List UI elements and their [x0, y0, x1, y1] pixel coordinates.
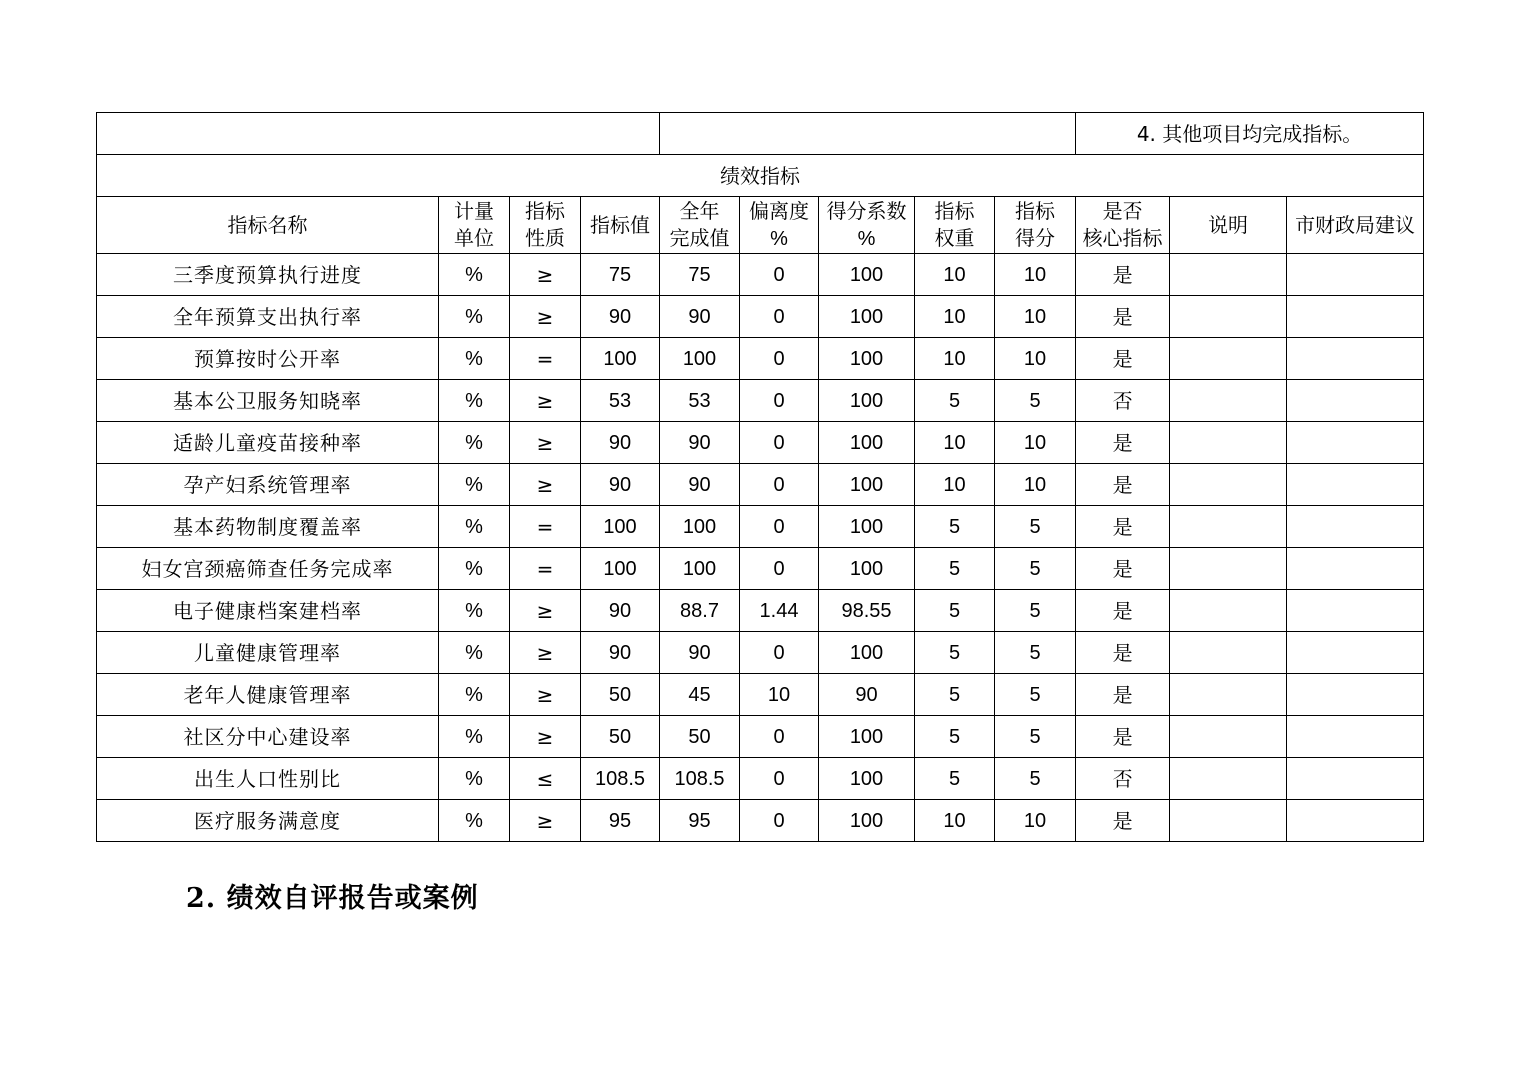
cell-coef: 100	[819, 800, 915, 842]
table-row	[97, 548, 1424, 590]
cell-weight: 10	[915, 800, 995, 842]
table-row	[97, 590, 1424, 632]
cell-name: 适龄儿童疫苗接种率	[97, 422, 439, 464]
cell-coef: 100	[819, 632, 915, 674]
cell-weight: 5	[915, 506, 995, 548]
header-is-core	[1076, 197, 1170, 254]
cell-name: 妇女宫颈癌筛查任务完成率	[97, 548, 439, 590]
cell-target: 100	[581, 548, 660, 590]
header-text: 全年	[679, 199, 720, 223]
cell-unit: %	[439, 590, 510, 632]
header-description	[1170, 197, 1287, 254]
cell-deviation: 0	[740, 758, 819, 800]
cell-score: 5	[995, 674, 1076, 716]
table-title: 绩效指标	[97, 155, 1424, 197]
cell-nature: =	[510, 338, 581, 380]
cell-nature: ≥	[510, 464, 581, 506]
table-row	[97, 758, 1424, 800]
cell-note	[1170, 716, 1287, 758]
cell-score: 10	[995, 254, 1076, 296]
cell-note	[1170, 338, 1287, 380]
cell-weight: 5	[915, 548, 995, 590]
cell-core: 是	[1076, 674, 1170, 716]
cell-weight: 10	[915, 254, 995, 296]
header-deviation	[740, 197, 819, 254]
cell-score: 10	[995, 422, 1076, 464]
cell-nature: ≥	[510, 296, 581, 338]
cell-actual: 100	[660, 338, 740, 380]
cell-actual: 100	[660, 548, 740, 590]
cell-score: 10	[995, 464, 1076, 506]
cell-score: 5	[995, 590, 1076, 632]
cell-weight: 10	[915, 464, 995, 506]
header-text: 性质	[525, 226, 565, 250]
cell-note	[1170, 632, 1287, 674]
cell-coef: 100	[819, 758, 915, 800]
cell-actual: 90	[660, 296, 740, 338]
cell-weight: 5	[915, 380, 995, 422]
cell-core: 是	[1076, 296, 1170, 338]
cell-target: 95	[581, 800, 660, 842]
cell-deviation: 0	[740, 548, 819, 590]
header-text: 市财政局建议	[1295, 212, 1416, 237]
cell-core: 是	[1076, 632, 1170, 674]
header-indicator-name	[97, 197, 439, 254]
cell-target: 53	[581, 380, 660, 422]
cell-deviation: 0	[740, 254, 819, 296]
cell-unit: %	[439, 758, 510, 800]
cell-suggestion	[1287, 716, 1424, 758]
cell-target: 90	[581, 632, 660, 674]
cell-target: 108.5	[581, 758, 660, 800]
cell-unit: %	[439, 422, 510, 464]
table-row	[97, 716, 1424, 758]
cell-coef: 100	[819, 548, 915, 590]
cell-nature: ≥	[510, 674, 581, 716]
cell-actual: 95	[660, 800, 740, 842]
cell-coef: 98.55	[819, 590, 915, 632]
cell-core: 是	[1076, 254, 1170, 296]
header-text: 得分	[1015, 226, 1056, 250]
cell-score: 5	[995, 716, 1076, 758]
cell-unit: %	[439, 800, 510, 842]
cell-note	[1170, 758, 1287, 800]
header-text: 完成值	[669, 226, 730, 250]
cell-note	[1170, 296, 1287, 338]
cell-unit: %	[439, 506, 510, 548]
cell-name: 基本公卫服务知晓率	[97, 380, 439, 422]
cell-note	[1170, 800, 1287, 842]
cell-target: 90	[581, 296, 660, 338]
header-text: 指标名称	[227, 212, 308, 237]
cell-core: 是	[1076, 338, 1170, 380]
cell-target: 90	[581, 590, 660, 632]
header-unit	[439, 197, 510, 254]
cell-core: 是	[1076, 506, 1170, 548]
cell-score: 5	[995, 548, 1076, 590]
header-annual-actual	[660, 197, 740, 254]
table-row	[97, 632, 1424, 674]
cell-unit: %	[439, 716, 510, 758]
cell-deviation: 0	[740, 464, 819, 506]
section-heading: 2. 绩效自评报告或案例	[186, 883, 479, 914]
cell-nature: ≥	[510, 800, 581, 842]
cell-deviation: 0	[740, 800, 819, 842]
summary-note: 4. 其他项目均完成指标。	[1076, 113, 1424, 155]
cell-weight: 5	[915, 632, 995, 674]
cell-coef: 90	[819, 674, 915, 716]
cell-note	[1170, 674, 1287, 716]
header-text: 指标	[1015, 199, 1056, 223]
header-text: 权重	[934, 226, 975, 250]
cell-name: 出生人口性别比	[97, 758, 439, 800]
cell-unit: %	[439, 674, 510, 716]
cell-core: 是	[1076, 548, 1170, 590]
table-row	[97, 338, 1424, 380]
cell-deviation: 0	[740, 716, 819, 758]
table-title-row	[97, 155, 1424, 197]
header-text: %	[770, 227, 788, 250]
header-text: 得分系数	[826, 198, 907, 223]
cell-weight: 5	[915, 716, 995, 758]
cell-core: 是	[1076, 716, 1170, 758]
table-row	[97, 422, 1424, 464]
header-score-coefficient	[819, 197, 915, 254]
cell-nature: ≥	[510, 632, 581, 674]
cell-target: 90	[581, 464, 660, 506]
cell-core: 是	[1076, 590, 1170, 632]
cell-score: 5	[995, 632, 1076, 674]
cell-coef: 100	[819, 422, 915, 464]
cell-actual: 108.5	[660, 758, 740, 800]
cell-deviation: 0	[740, 506, 819, 548]
cell-core: 是	[1076, 422, 1170, 464]
cell-actual: 90	[660, 422, 740, 464]
table-row	[97, 380, 1424, 422]
cell-nature: ≥	[510, 422, 581, 464]
cell-coef: 100	[819, 296, 915, 338]
cell-unit: %	[439, 254, 510, 296]
cell-note	[1170, 590, 1287, 632]
header-target-value	[581, 197, 660, 254]
header-text: 单位	[454, 226, 494, 250]
header-finance-bureau-suggestion	[1287, 197, 1424, 254]
cell-name: 社区分中心建设率	[97, 716, 439, 758]
table-row	[97, 800, 1424, 842]
cell-unit: %	[439, 338, 510, 380]
cell-weight: 10	[915, 296, 995, 338]
cell-suggestion	[1287, 422, 1424, 464]
cell-score: 10	[995, 800, 1076, 842]
cell-core: 是	[1076, 464, 1170, 506]
cell-deviation: 0	[740, 296, 819, 338]
summary-row	[97, 113, 1424, 155]
cell-actual: 90	[660, 632, 740, 674]
cell-note	[1170, 548, 1287, 590]
cell-target: 75	[581, 254, 660, 296]
cell-score: 10	[995, 296, 1076, 338]
cell-suggestion	[1287, 338, 1424, 380]
cell-nature: ≤	[510, 758, 581, 800]
cell-suggestion	[1287, 758, 1424, 800]
cell-actual: 45	[660, 674, 740, 716]
cell-nature: ≥	[510, 716, 581, 758]
cell-suggestion	[1287, 548, 1424, 590]
header-text: %	[857, 227, 876, 250]
cell-suggestion	[1287, 506, 1424, 548]
cell-deviation: 0	[740, 338, 819, 380]
cell-nature: ≥	[510, 590, 581, 632]
cell-core: 否	[1076, 380, 1170, 422]
cell-name: 电子健康档案建档率	[97, 590, 439, 632]
cell-unit: %	[439, 632, 510, 674]
cell-suggestion	[1287, 380, 1424, 422]
cell-core: 否	[1076, 758, 1170, 800]
cell-suggestion	[1287, 254, 1424, 296]
cell-actual: 90	[660, 464, 740, 506]
cell-coef: 100	[819, 506, 915, 548]
cell-nature: =	[510, 548, 581, 590]
cell-deviation: 0	[740, 380, 819, 422]
cell-name: 孕产妇系统管理率	[97, 464, 439, 506]
cell-target: 90	[581, 422, 660, 464]
header-score	[995, 197, 1076, 254]
summary-cell-1	[97, 113, 660, 155]
cell-core: 是	[1076, 800, 1170, 842]
cell-weight: 10	[915, 338, 995, 380]
cell-actual: 88.7	[660, 590, 740, 632]
cell-name: 全年预算支出执行率	[97, 296, 439, 338]
cell-target: 100	[581, 506, 660, 548]
cell-weight: 10	[915, 422, 995, 464]
cell-weight: 5	[915, 674, 995, 716]
table-row	[97, 296, 1424, 338]
performance-indicator-table	[96, 112, 1424, 842]
cell-actual: 53	[660, 380, 740, 422]
table-row	[97, 254, 1424, 296]
cell-score: 5	[995, 506, 1076, 548]
cell-nature: ≥	[510, 254, 581, 296]
cell-nature: =	[510, 506, 581, 548]
header-text: 计量	[454, 199, 494, 223]
cell-target: 50	[581, 716, 660, 758]
cell-unit: %	[439, 464, 510, 506]
header-nature	[510, 197, 581, 254]
cell-coef: 100	[819, 716, 915, 758]
table-row	[97, 464, 1424, 506]
cell-coef: 100	[819, 338, 915, 380]
cell-name: 老年人健康管理率	[97, 674, 439, 716]
header-text: 是否	[1102, 199, 1143, 223]
cell-coef: 100	[819, 254, 915, 296]
cell-name: 预算按时公开率	[97, 338, 439, 380]
cell-unit: %	[439, 380, 510, 422]
cell-target: 50	[581, 674, 660, 716]
cell-suggestion	[1287, 296, 1424, 338]
table-row	[97, 674, 1424, 716]
cell-score: 5	[995, 758, 1076, 800]
cell-nature: ≥	[510, 380, 581, 422]
cell-target: 100	[581, 338, 660, 380]
cell-name: 儿童健康管理率	[97, 632, 439, 674]
cell-deviation: 1.44	[740, 590, 819, 632]
cell-score: 5	[995, 380, 1076, 422]
header-text: 指标	[525, 199, 565, 223]
cell-unit: %	[439, 296, 510, 338]
cell-deviation: 10	[740, 674, 819, 716]
cell-note	[1170, 506, 1287, 548]
cell-name: 医疗服务满意度	[97, 800, 439, 842]
cell-suggestion	[1287, 632, 1424, 674]
cell-name: 基本药物制度覆盖率	[97, 506, 439, 548]
cell-coef: 100	[819, 464, 915, 506]
cell-coef: 100	[819, 380, 915, 422]
header-text: 说明	[1208, 212, 1249, 237]
header-text: 核心指标	[1082, 226, 1163, 250]
table-row	[97, 506, 1424, 548]
cell-note	[1170, 422, 1287, 464]
cell-note	[1170, 464, 1287, 506]
cell-deviation: 0	[740, 632, 819, 674]
cell-name: 三季度预算执行进度	[97, 254, 439, 296]
header-text: 指标	[934, 199, 975, 223]
header-row	[97, 197, 1424, 254]
cell-weight: 5	[915, 758, 995, 800]
cell-deviation: 0	[740, 422, 819, 464]
cell-score: 10	[995, 338, 1076, 380]
cell-suggestion	[1287, 464, 1424, 506]
cell-note	[1170, 380, 1287, 422]
cell-unit: %	[439, 548, 510, 590]
cell-suggestion	[1287, 800, 1424, 842]
header-text: 指标值	[590, 212, 650, 237]
cell-actual: 75	[660, 254, 740, 296]
summary-cell-2	[660, 113, 1076, 155]
cell-actual: 50	[660, 716, 740, 758]
cell-note	[1170, 254, 1287, 296]
cell-actual: 100	[660, 506, 740, 548]
header-weight	[915, 197, 995, 254]
cell-weight: 5	[915, 590, 995, 632]
cell-suggestion	[1287, 590, 1424, 632]
header-text: 偏离度	[749, 198, 809, 223]
cell-suggestion	[1287, 674, 1424, 716]
